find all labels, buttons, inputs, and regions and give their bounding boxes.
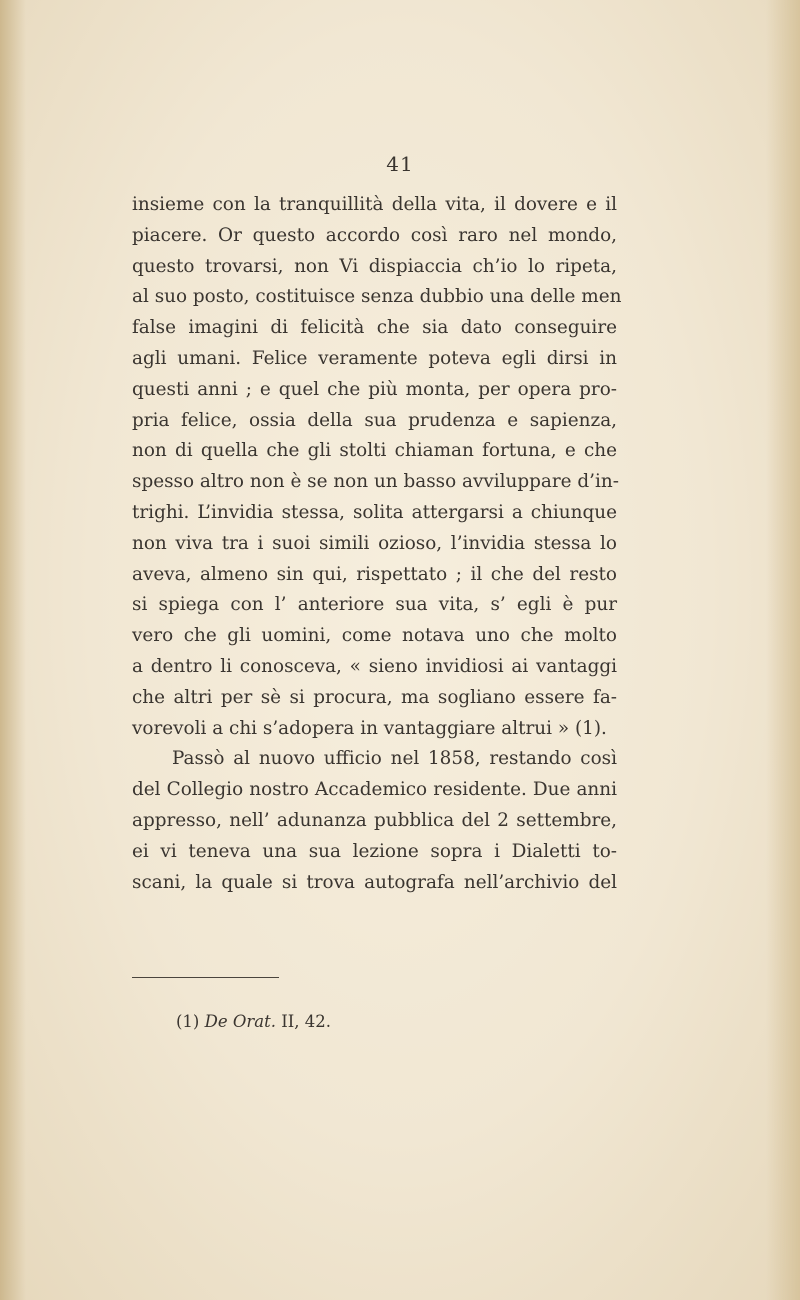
page-number: 41 (386, 152, 414, 176)
text-line: non di quella che gli stolti chiaman fortuna, e che (132, 440, 617, 462)
text-line: questo trovarsi, non Vi dispiaccia ch’io lo ripeta, (132, 255, 617, 277)
text-line: pria felice, ossia della sua prudenza e sapienza, (132, 409, 617, 431)
text-line: appresso, nell’ adunanza pubblica del 2 settembre, (132, 809, 617, 831)
footnote-work-title: De Orat. (204, 1012, 276, 1031)
footnote-reference: II, 42. (281, 1012, 332, 1031)
text-line: al suo posto, costituisce senza dubbio una delle men (132, 286, 622, 308)
text-line: vorevoli a chi s’adopera in vantaggiare altrui » (1). (132, 717, 607, 739)
text-line: del Collegio nostro Accademico residente. Due anni (132, 779, 617, 801)
body-text (132, 190, 622, 898)
text-line: a dentro li conosceva, « sieno invidiosi ai vantaggi (132, 655, 617, 677)
text-line: insieme con la tranquillità della vita, il dovere e il (132, 194, 617, 215)
text-line: aveva, almeno sin qui, rispettato ; il che del resto (132, 563, 617, 585)
text-line: ei vi teneva una sua lezione sopra i Dialetti to- (132, 840, 617, 862)
text-line: non viva tra i suoi simili ozioso, l’invidia stessa lo (132, 532, 617, 554)
text-line: spesso altro non è se non un basso avvilupparе d’in- (132, 471, 619, 493)
footnote-marker: (1) (176, 1012, 200, 1031)
text-line: Passò al nuovo ufficio nel 1858, restando così (172, 748, 617, 770)
text-line: piacere. Or questo accordo così raro nel mondo, (132, 224, 617, 246)
text-line: trighi. L’invidia stessa, solita attergarsi a chiunque (132, 501, 617, 523)
page-edge-shadow-right (766, 0, 800, 1300)
text-line: questi anni ; e quel che più monta, per opera pro- (132, 378, 617, 400)
footnote-rule (132, 977, 279, 978)
text-line: scani, la quale si trova autografa nell’archivio del (132, 871, 617, 893)
page-edge-shadow-left (0, 0, 26, 1300)
text-line: che altri per sè si procura, ma sogliano essere fa- (132, 686, 617, 708)
footnote (176, 1012, 331, 1031)
text-line: vero che gli uomini, come notava uno che molto (132, 625, 617, 647)
text-line: si spiega con l’ anteriore sua vita, s’ egli è pur (132, 594, 617, 616)
text-line: false imagini di felicità che sia dato conseguire (132, 317, 617, 339)
text-line: agli umani. Felice veramente poteva egli dirsi in (132, 347, 617, 369)
